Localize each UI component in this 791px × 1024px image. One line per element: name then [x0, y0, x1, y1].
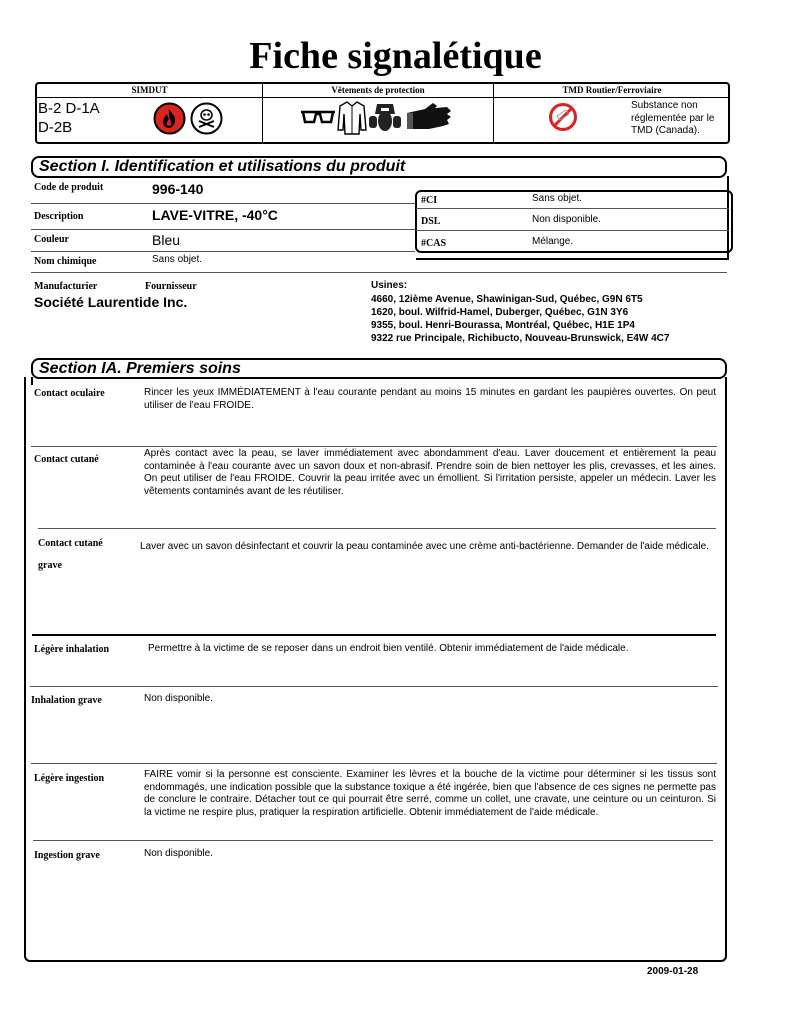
- cas-label: #CAS: [421, 238, 447, 249]
- usines-label: Usines:: [371, 280, 408, 291]
- couleur-value: Bleu: [152, 232, 181, 248]
- first-aid-label-light-ingestion: Légère ingestion: [34, 773, 105, 784]
- company-name: Société Laurentide Inc.: [34, 294, 188, 310]
- ci-value: Sans objet.: [532, 193, 583, 204]
- first-aid-label-severe-skin-2: grave: [38, 560, 62, 571]
- dsl-value: Non disponible.: [532, 214, 601, 225]
- whmis-class-line1: B-2 D-1A: [38, 100, 100, 117]
- fournisseur-label: Fournisseur: [145, 281, 197, 292]
- first-aid-text-skin: Après contact avec la peau, se laver immédiatement avec abondamment d'eau. Laver doucement et entièrement la peau contaminée à l'eau courante avec un savon doux et non-abrasif. Prendre soin de bien nettoyer les plis, crevasses, et les aines. On peut utiliser de l'eau FROIDE. Couvrir la peau irritée avec un émollient. Si l'irritation persiste, appeler un médecin. Laver les vêtements contaminés avant de les réutiliser.: [144, 448, 716, 497]
- first-aid-label-skin: Contact cutané: [34, 454, 99, 465]
- first-aid-label-eye: Contact oculaire: [34, 388, 105, 399]
- first-aid-label-severe-ingestion: Ingestion grave: [34, 850, 100, 861]
- simdut-heading: SIMDUT: [131, 85, 168, 95]
- description-value: LAVE-VITRE, -40°C: [152, 207, 278, 223]
- skull-crossbones-icon: [190, 102, 223, 135]
- lab-coat-icon: [337, 100, 367, 136]
- first-aid-label-severe-inhalation: Inhalation grave: [31, 695, 102, 706]
- section-1-heading: Section I. Identification et utilisations du produit: [31, 156, 727, 178]
- usine-address: 9322 rue Principale, Richibucto, Nouveau-Brunswick, E4W 4C7: [371, 333, 670, 344]
- vetements-heading: Vêtements de protection: [331, 85, 425, 95]
- first-aid-text-severe-skin: Laver avec un savon désinfectant et couvrir la peau contaminée avec une crème anti-bactérienne. Demander de l'aide médicale.: [140, 541, 709, 552]
- code-value: 996-140: [152, 181, 204, 197]
- nom-chimique-value: Sans objet.: [152, 254, 203, 265]
- whmis-class-line2: D-2B: [38, 119, 73, 136]
- code-label: Code de produit: [34, 182, 104, 193]
- usine-address: 9355, boul. Henri-Bourassa, Montréal, Québec, H1E 1P4: [371, 320, 635, 331]
- manufacturier-label: Manufacturier: [34, 281, 98, 292]
- gloves-icon: [405, 101, 453, 135]
- section-1a-heading: Section IA. Premiers soins: [31, 358, 727, 379]
- first-aid-label-light-inhalation: Légère inhalation: [34, 644, 110, 655]
- usines-list: [371, 293, 669, 345]
- couleur-label: Couleur: [34, 234, 69, 245]
- first-aid-text-severe-inhalation: Non disponible.: [144, 693, 213, 704]
- first-aid-text-eye: Rincer les yeux IMMÉDIATEMENT à l'eau courante pendant au moins 15 minutes en gardant les paupières ouvertes. On peut utiliser de l'eau FROIDE.: [144, 387, 716, 411]
- usine-address: 4660, 12ième Avenue, Shawinigan-Sud, Québec, G9N 6T5: [371, 294, 643, 305]
- nom-chimique-label: Nom chimique: [34, 256, 97, 267]
- first-aid-text-light-inhalation: Permettre à la victime de se reposer dans un endroit bien ventilé. Obtenir immédiatement de l'aide médicale.: [148, 643, 629, 654]
- tmd-status-text: Substance non réglementée par le TMD (Canada).: [631, 100, 715, 136]
- cas-value: Mélange.: [532, 236, 574, 247]
- first-aid-label-severe-skin: Contact cutané: [38, 538, 103, 549]
- first-aid-text-light-ingestion: FAIRE vomir si la personne est consciente. Examiner les lèvres et la bouche de la victime pour déterminer si les tissus sont endommagés, une indication possible que la substance toxique a été ingérée, bien que l'absence de ces signes ne permette pas de conclure le contraire. Détacher tout ce qui pourrait être serré, comme un collet, une cravate, une ceinture ou un ceinturon. Si la victime ne respire plus, pratiquer la respiration artificielle. Obtenir immédiatement de l'aide médicale.: [144, 769, 716, 818]
- flame-icon: [153, 102, 186, 135]
- tmd-heading: TMD Routier/Ferroviaire: [562, 85, 662, 95]
- page-title: Fiche signalétique: [249, 35, 542, 77]
- prohibited-icon: [548, 102, 578, 132]
- dsl-label: DSL: [421, 216, 441, 227]
- respirator-icon: [367, 100, 403, 136]
- description-label: Description: [34, 211, 84, 222]
- safety-glasses-icon: [300, 108, 336, 128]
- usine-address: 1620, boul. Wilfrid-Hamel, Duberger, Québec, G1N 3Y6: [371, 307, 629, 318]
- first-aid-text-severe-ingestion: Non disponible.: [144, 848, 213, 859]
- ci-label: #CI: [421, 195, 438, 206]
- footer-date: 2009-01-28: [647, 966, 699, 977]
